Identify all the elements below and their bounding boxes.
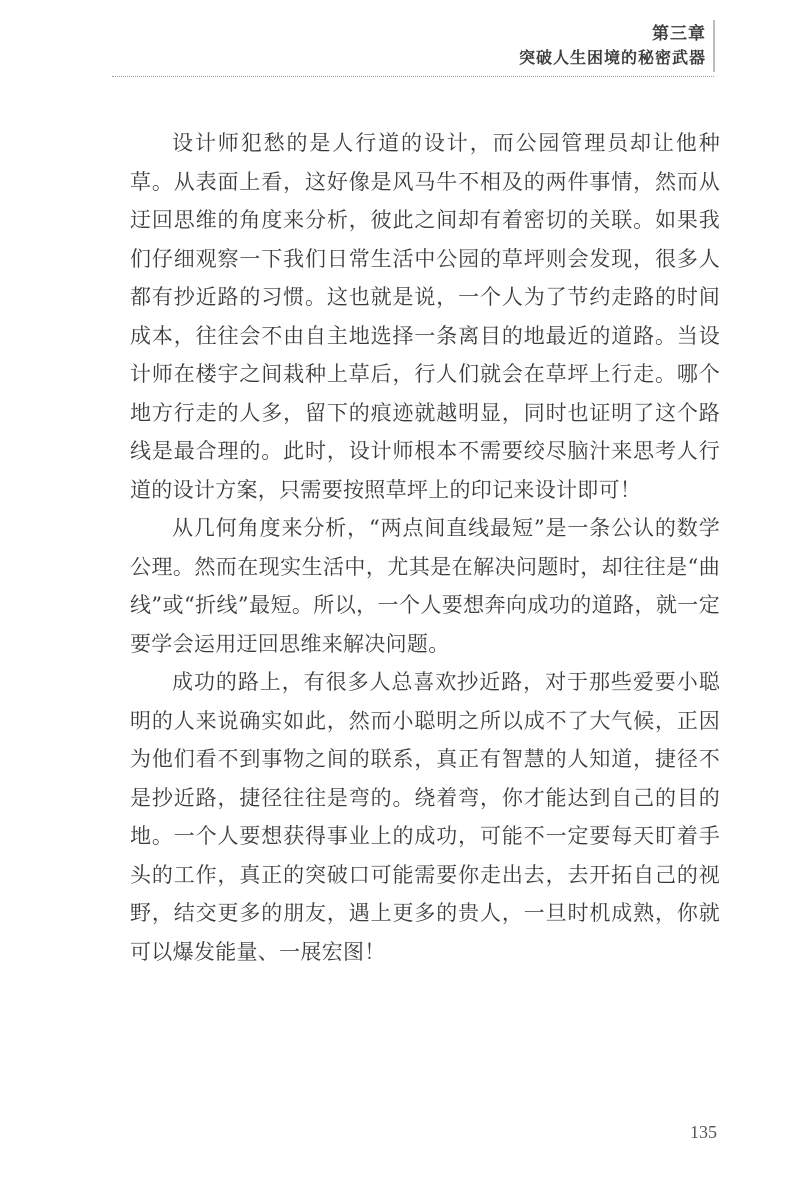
header-dotted-rule <box>112 76 714 77</box>
body-text <box>130 124 720 971</box>
paragraph-2: 从几何角度来分析，“两点间直线最短”是一条公认的数学公理。然而在现实生活中，尤其是在解决问题时，却往往是“曲线”或“折线”最短。所以，一个人要想奔向成功的道路，就一定要学会运用迂回思维来解决问题。 <box>130 516 720 656</box>
paragraph-3: 成功的路上，有很多人总喜欢抄近路，对于那些爱要小聪明的人来说确实如此，然而小聪明之所以成不了大气候，正因为他们看不到事物之间的联系，真正有智慧的人知道，捷径不是抄近路，捷径往往是弯的。绕着弯，你才能达到自己的目的地。一个人要想获得事业上的成功，可能不一定要每天盯着手头的工作，真正的突破口可能需要你走出去，去开拓自己的视野，结交更多的朋友，遇上更多的贵人，一旦时机成熟，你就可以爆发能量、一展宏图！ <box>130 670 720 964</box>
chapter-title: 突破人生困境的秘密武器 <box>518 48 706 67</box>
running-header <box>519 22 706 70</box>
page-number: 135 <box>690 1122 717 1142</box>
chapter-label: 第三章 <box>652 24 706 44</box>
paragraph-1: 设计师犯愁的是人行道的设计，而公园管理员却让他种草。从表面上看，这好像是风马牛不相及的两件事情，然而从迂回思维的角度来分析，彼此之间却有着密切的关联。如果我们仔细观察一下我们日常生活中公园的草坪则会发现，很多人都有抄近路的习惯。这也就是说，一个人为了节约走路的时间成本，往往会不由自主地选择一条离目的地最近的道路。当设计师在楼宇之间栽种上草后，行人们就会在草坪上行走。哪个地方行走的人多，留下的痕迹就越明显，同时也证明了这个路线是最合理的。此时，设计师根本不需要绞尽脑汁来思考人行道的设计方案，只需要按照草坪上的印记来设计即可！ <box>130 131 720 502</box>
header-vertical-bar <box>713 20 715 72</box>
